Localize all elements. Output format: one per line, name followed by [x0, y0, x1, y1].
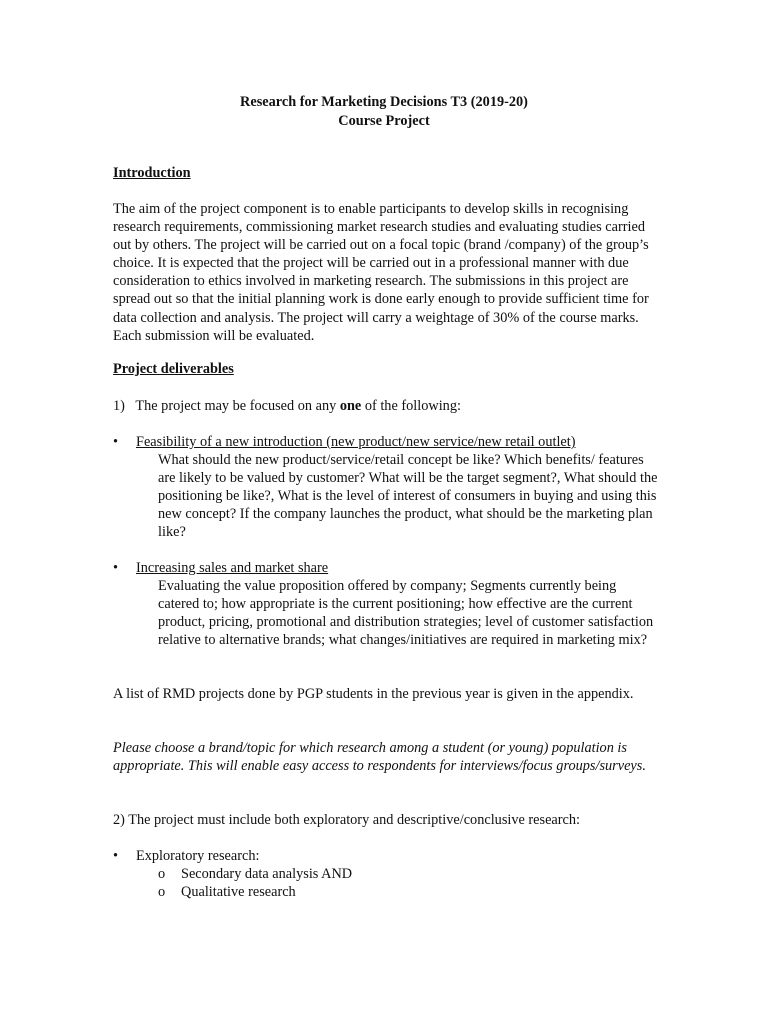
italic-note: Please choose a brand/topic for which research among a student (or young) population is appropriate. This will enable easy access to respondents for interviews/focus groups/surveys.	[113, 740, 646, 775]
deliverables-heading: Project deliverables	[113, 361, 234, 377]
item1-bold: one	[339, 398, 362, 414]
sub-bullet-icon: o	[158, 884, 166, 900]
document-title	[0, 93, 768, 131]
bullet-1-title: Feasibility of a new introduction (new product/new service/new retail outlet)	[136, 434, 576, 450]
sub-bullet-icon: o	[158, 866, 166, 882]
item1-prefix: 1) The project may be focused on any	[113, 398, 340, 414]
deliverable-item-2: 2) The project must include both exploratory and descriptive/conclusive research:	[113, 812, 581, 828]
title-line-2: Course Project	[338, 113, 430, 129]
introduction-heading: Introduction	[113, 165, 191, 181]
bullet-2-title: Increasing sales and market share	[136, 560, 329, 576]
introduction-paragraph: The aim of the project component is to enable participants to develop skills in recognising research requirements, commissioning market research studies and evaluating studies carried out by others. The project will be carried out on a focal topic (brand /company) of the group’s choice. It is expected that the project will be carried out in a professional manner with due consideration to ethics involved in marketing research. The submissions in this project are spread out so that the initial planning work is done early enough to provide sufficient time for data collection and analysis. The project will carry a weightage of 30% of the course marks. Each submission will be evaluated.	[113, 201, 649, 344]
sub-item-1: Secondary data analysis AND	[181, 866, 353, 882]
appendix-note: A list of RMD projects done by PGP students in the previous year is given in the appendix.	[113, 686, 634, 702]
item1-suffix: of the following:	[361, 398, 461, 414]
bullet-icon: •	[113, 848, 119, 864]
bullet-3-title: Exploratory research:	[136, 848, 260, 864]
bullet-1-description: What should the new product/service/retail concept be like? Which benefits/ features are likely to be valued by customer? What will be the target segment?, What should the positioning be like?, What is the level of interest of consumers in buying and using this new concept? If the company launches the product, what should be the marketing plan like?	[158, 452, 658, 541]
bullet-icon: •	[113, 434, 119, 450]
sub-item-2: Qualitative research	[181, 884, 296, 900]
deliverable-item-1	[113, 397, 658, 415]
bullet-icon: •	[113, 560, 119, 576]
title-line-1: Research for Marketing Decisions T3 (2019-20)	[240, 94, 528, 110]
bullet-2-description: Evaluating the value proposition offered by company; Segments currently being catered to; how appropriate is the current positioning; how effective are the current product, pricing, promotional and distribution strategies; level of customer satisfaction relative to alternative brands; what changes/initiatives are required in marketing mix?	[158, 578, 654, 649]
